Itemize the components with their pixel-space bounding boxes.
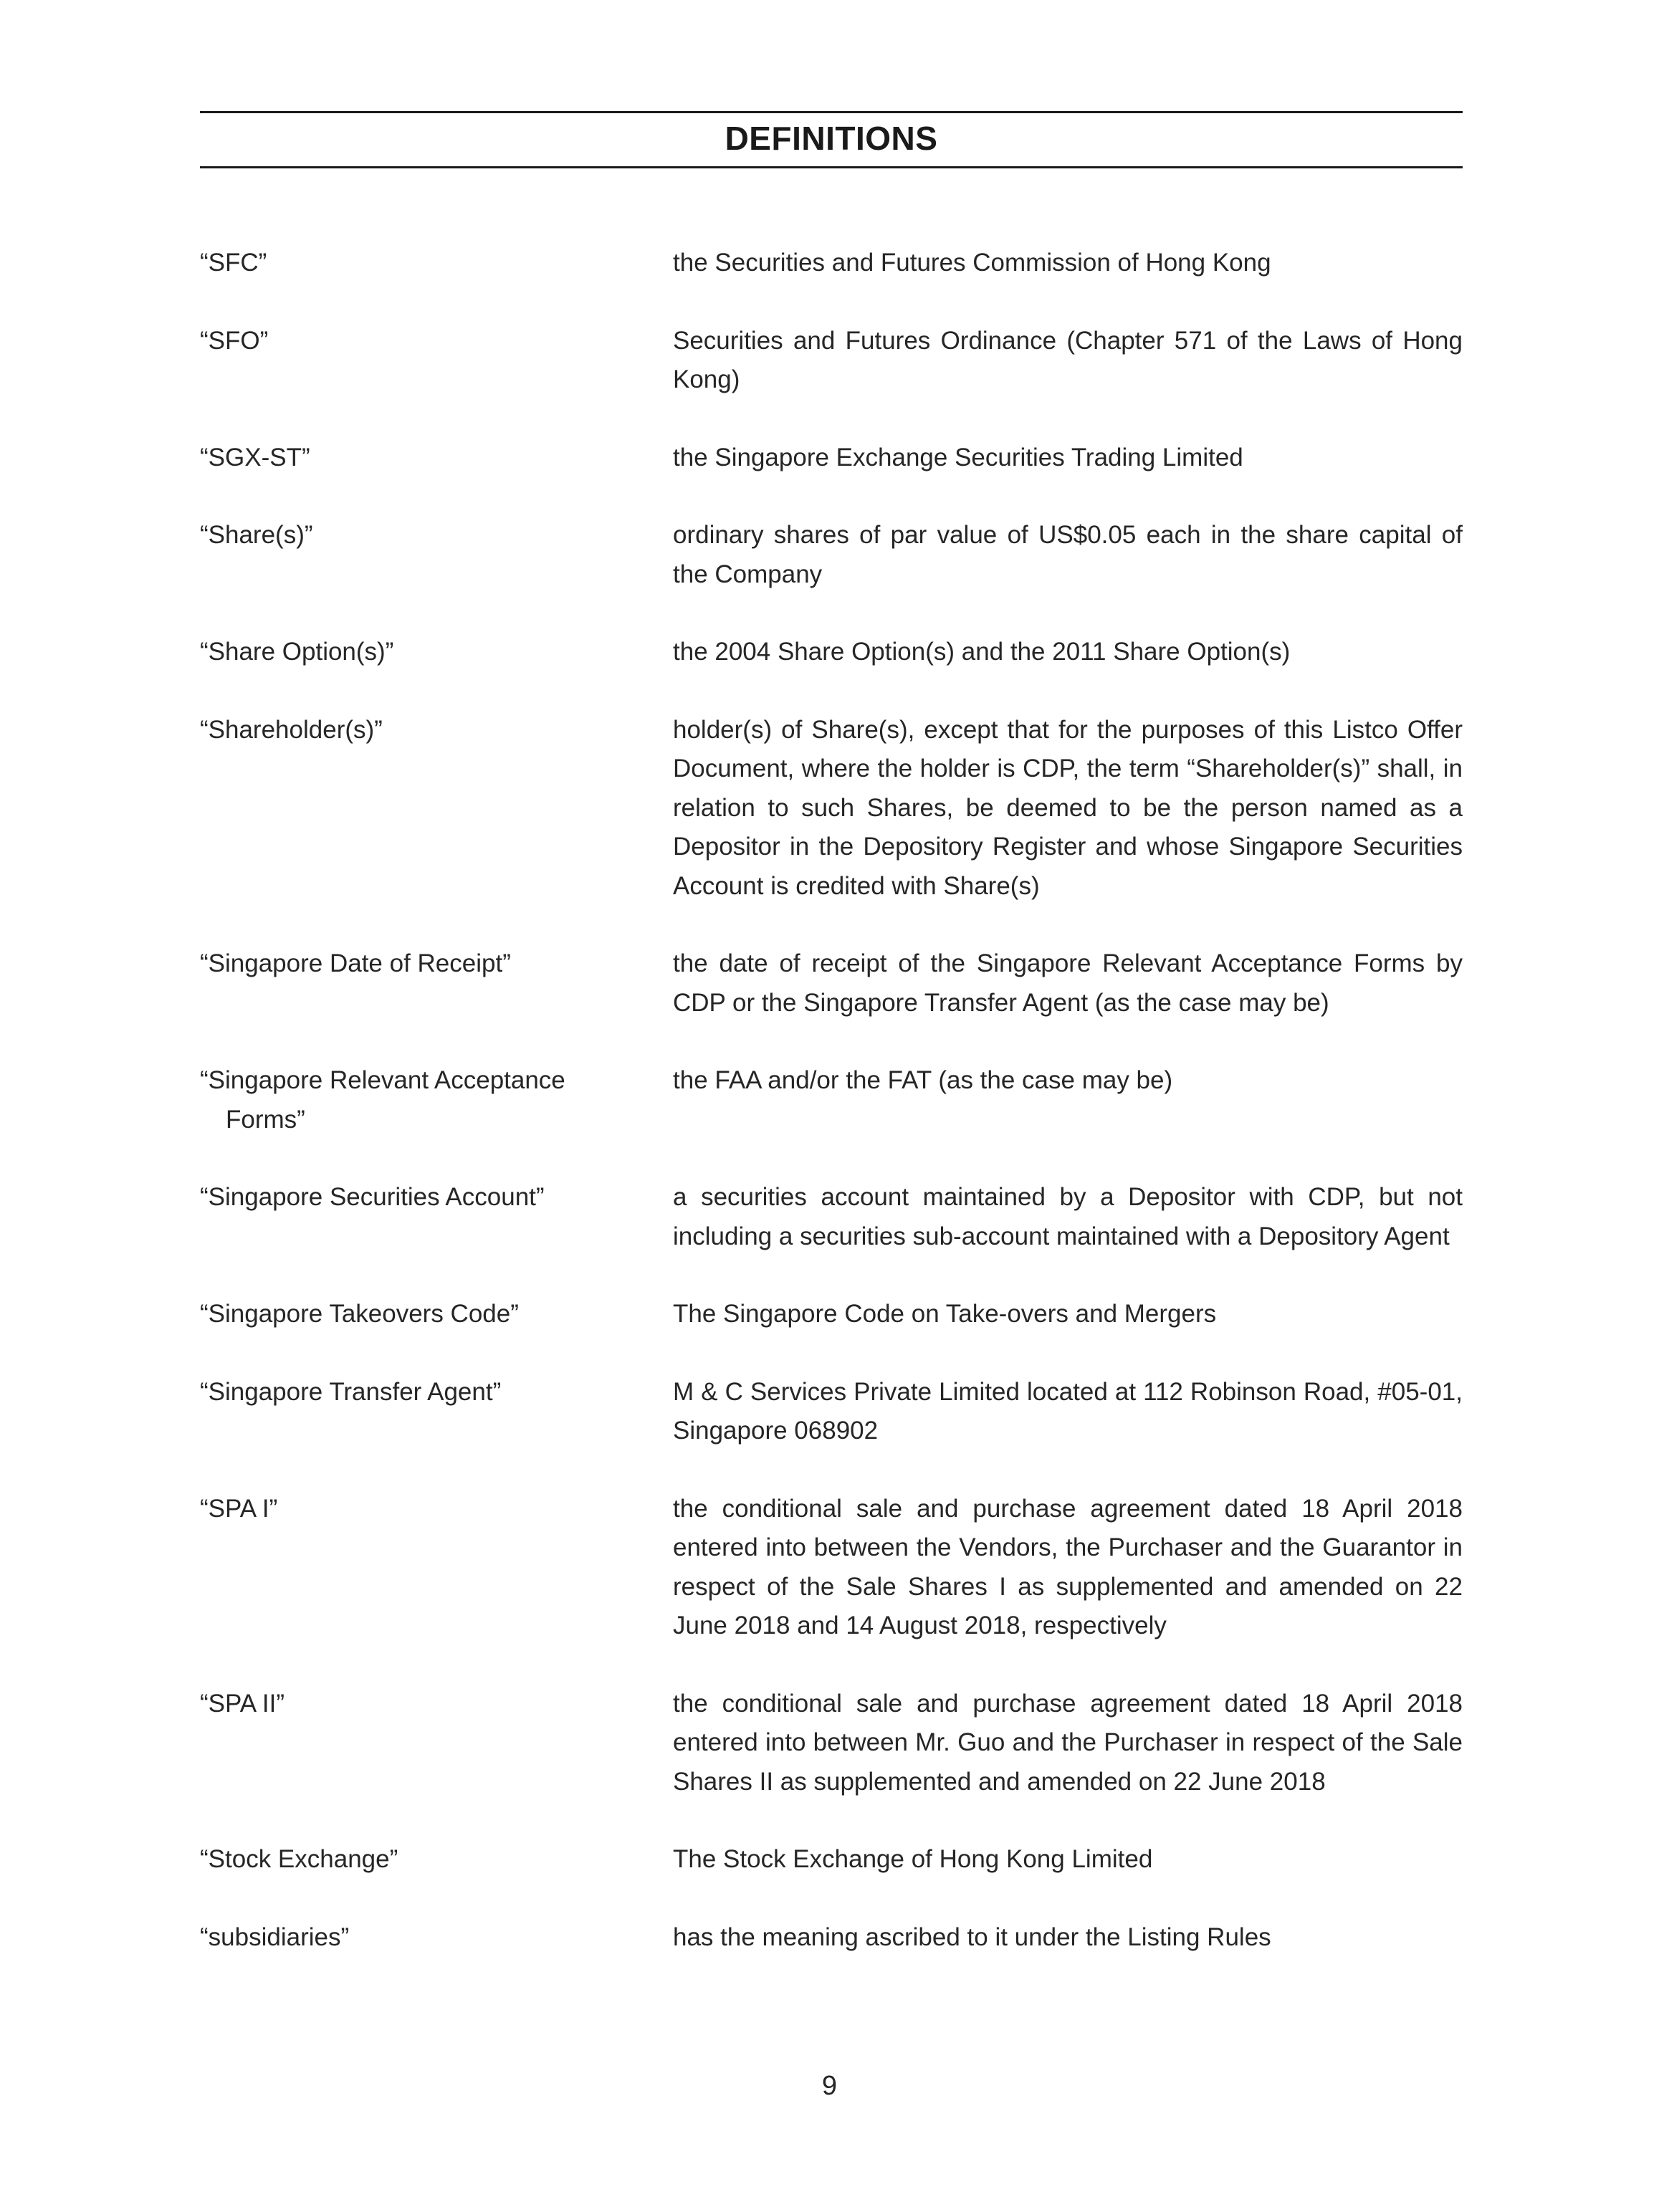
definition-term: “Singapore Transfer Agent” (200, 1377, 502, 1406)
definition-term: “Singapore Relevant Acceptance Forms” (200, 1066, 565, 1134)
definition-term: “subsidiaries” (200, 1923, 350, 1951)
definition-text: Securities and Futures Ordinance (Chapter 571 of the Laws of Hong Kong) (673, 326, 1463, 393)
definition-term: “SGX-ST” (200, 443, 310, 471)
definition-term: “Shareholder(s)” (200, 715, 383, 744)
definition-term: “SFC” (200, 249, 267, 277)
definition-text: has the meaning ascribed to it under the Listing Rules (673, 1923, 1271, 1951)
definition-text: the conditional sale and purchase agreement dated 18 April 2018 entered into between Mr. Guo and the Purchaser in respect of the Sale Shares II as supplemented and amended on 22 June 2018 (673, 1689, 1463, 1796)
definition-entry (200, 633, 1463, 672)
definition-text: ordinary shares of par value of US$0.05 each in the share capital of the Company (673, 521, 1463, 588)
definition-term: “Stock Exchange” (200, 1845, 398, 1873)
definition-term: “SPA I” (200, 1494, 278, 1523)
definition-text: a securities account maintained by a Depositor with CDP, but not including a securities sub-account maintained with a Depository Agent (673, 1183, 1463, 1250)
definition-entry (200, 1178, 1463, 1256)
definition-text: the Singapore Exchange Securities Trading Limited (673, 443, 1243, 471)
definition-entry (200, 439, 1463, 478)
definition-text: the 2004 Share Option(s) and the 2011 Share Option(s) (673, 638, 1291, 666)
page-number: 9 (821, 2071, 838, 2101)
definition-text: the FAA and/or the FAT (as the case may be) (673, 1066, 1173, 1094)
definition-entry (200, 711, 1463, 906)
definition-text: The Stock Exchange of Hong Kong Limited (673, 1845, 1153, 1873)
definition-entry (200, 1685, 1463, 1802)
definition-text: the date of receipt of the Singapore Relevant Acceptance Forms by CDP or the Singapore Transfer Agent (as the case may be) (673, 949, 1463, 1017)
definition-term: “Singapore Takeovers Code” (200, 1300, 519, 1328)
definition-entry (200, 1295, 1463, 1334)
page-header (200, 111, 1463, 168)
definition-text: the conditional sale and purchase agreement dated 18 April 2018 entered into between the Vendors, the Purchaser and the Guarantor in respect of the Sale Shares I as supplemented and amended on 22 June 2018 and 14 August 2018, respectively (673, 1494, 1463, 1639)
definition-entry (200, 944, 1463, 1023)
definition-entry (200, 244, 1463, 283)
definition-entry (200, 322, 1463, 400)
definition-entry (200, 516, 1463, 594)
definition-term: “Singapore Securities Account” (200, 1183, 545, 1211)
definition-text: the Securities and Futures Commission of Hong Kong (673, 249, 1271, 277)
definition-entry (200, 1373, 1463, 1451)
definition-text: holder(s) of Share(s), except that for the purposes of this Listco Offer Document, where the holder is CDP, the term “Shareholder(s)” shall, in relation to such Shares, be deemed to be the person named as a Depositor in the Depository Register and whose Singapore Securities Account is credited with Share(s) (673, 715, 1463, 900)
definition-term: “SFO” (200, 326, 269, 355)
page-title: DEFINITIONS (725, 120, 938, 157)
definitions-list (200, 244, 1463, 1996)
definition-term: “Share Option(s)” (200, 638, 394, 666)
definition-entry (200, 1490, 1463, 1646)
definition-entry (200, 1840, 1463, 1880)
definition-entry (200, 1918, 1463, 1958)
definition-text: M & C Services Private Limited located at 112 Robinson Road, #05-01, Singapore 068902 (673, 1377, 1463, 1445)
definition-term: “SPA II” (200, 1689, 285, 1718)
definition-text: The Singapore Code on Take-overs and Mergers (673, 1300, 1217, 1328)
definition-term: “Singapore Date of Receipt” (200, 949, 511, 977)
definition-entry (200, 1061, 1463, 1139)
header-bottom-rule (200, 166, 1463, 168)
definition-term: “Share(s)” (200, 521, 313, 549)
